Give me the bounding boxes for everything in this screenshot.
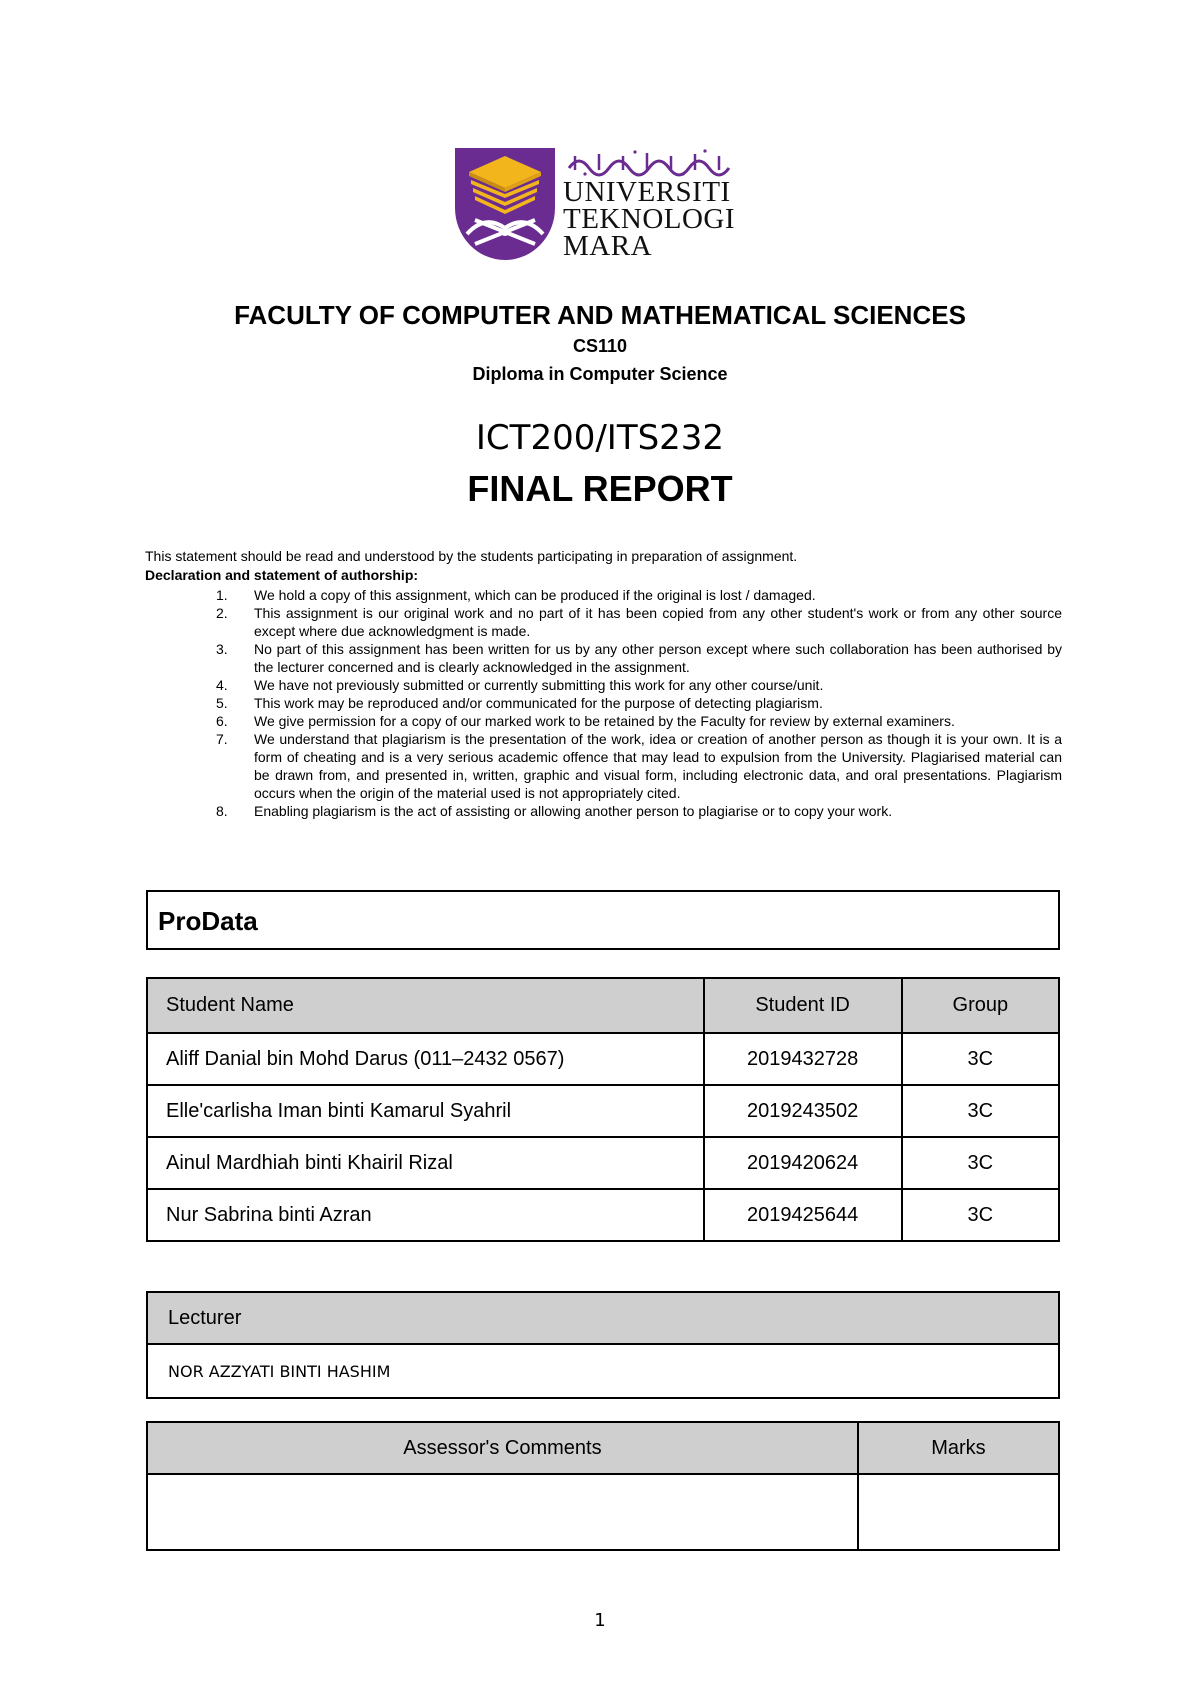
header-student-id: Student ID [704,978,902,1033]
declaration-item: 1. We hold a copy of this assignment, which can be produced if the original is lost / damaged. [216,587,816,603]
declaration-item: 2. This assignment is our original work and no part of it has been copied from any other student's work or from any other source except where due acknowledgment is made. [216,605,1062,639]
declaration-item: 8. Enabling plagiarism is the act of assisting or allowing another person to plagiarise or to copy your work. [216,803,893,819]
group-name: ProData [158,906,258,936]
student-group: 3C [902,1137,1059,1189]
students-table [146,977,1060,1242]
lecturer-table [146,1291,1060,1399]
marks-cell [858,1474,1059,1550]
group-name-box [146,890,1060,950]
declaration-item: 6. We give permission for a copy of our marked work to be retained by the Faculty for review by external examiners. [216,713,955,729]
student-name: Ainul Mardhiah binti Khairil Rizal [147,1137,704,1189]
student-group: 3C [902,1085,1059,1137]
declaration-item: 7. We understand that plagiarism is the presentation of the work, idea or creation of another person as though it is your own. It is a form of cheating and is a very serious academic offence that may lead to expulsion from the University. Plagiarised material can be drawn from, and presented in, written, graphic and visual form, including electronic data, and oral presentations. Plagiarism occurs when the origin of the material used is not appropriately cited. [216,731,1062,801]
student-id: 2019432728 [704,1033,902,1085]
university-logo [455,148,735,260]
declaration-item: 3. No part of this assignment has been written for us by any other person except where such collaboration has been authorised by the lecturer concerned and is clearly acknowledged in the assignment. [216,641,1062,675]
table-row [147,1189,1059,1241]
page-number: 1 [594,1610,606,1631]
logo-line-mara: MARA [563,230,653,262]
student-name: Elle'carlisha Iman binti Kamarul Syahril [147,1085,704,1137]
declaration-heading: Declaration and statement of authorship: [145,567,419,583]
header-group: Group [902,978,1059,1033]
assessor-comments-header: Assessor's Comments [147,1422,858,1474]
student-id: 2019420624 [704,1137,902,1189]
logo-line-teknologi: TEKNOLOGI [563,203,736,235]
student-group: 3C [902,1189,1059,1241]
table-row [147,1085,1059,1137]
table-row [147,1137,1059,1189]
student-group: 3C [902,1033,1059,1085]
student-name: Aliff Danial bin Mohd Darus (011–2432 0567) [147,1033,704,1085]
assessment-table [146,1421,1060,1551]
report-title: FINAL REPORT [467,468,733,509]
student-name: Nur Sabrina binti Azran [147,1189,704,1241]
programme-name: Diploma in Computer Science [472,364,728,384]
declaration-statement: This statement should be read and understood by the students participating in preparation of assignment. [145,548,798,564]
jawi-wordmark-icon [565,148,735,178]
marks-header: Marks [858,1422,1059,1474]
lecturer-name: NOR AZZYATI BINTI HASHIM [147,1344,1059,1398]
student-id: 2019243502 [704,1085,902,1137]
header-student-name: Student Name [147,978,704,1033]
declaration-item: 4. We have not previously submitted or currently submitting this work for any other course/unit. [216,677,824,693]
faculty-title: FACULTY OF COMPUTER AND MATHEMATICAL SCIENCES [234,300,966,330]
assessor-comments-cell [147,1474,858,1550]
university-crest-icon [455,148,555,260]
logo-line-universiti: UNIVERSITI [563,176,731,208]
programme-code: CS110 [572,336,628,356]
declaration-list [198,586,1062,820]
course-code: ICT200/ITS232 [475,418,725,458]
table-header-row [147,978,1059,1033]
lecturer-header: Lecturer [147,1292,1059,1344]
student-id: 2019425644 [704,1189,902,1241]
declaration-item: 5. This work may be reproduced and/or communicated for the purpose of detecting plagiarism. [216,695,823,711]
table-row [147,1033,1059,1085]
